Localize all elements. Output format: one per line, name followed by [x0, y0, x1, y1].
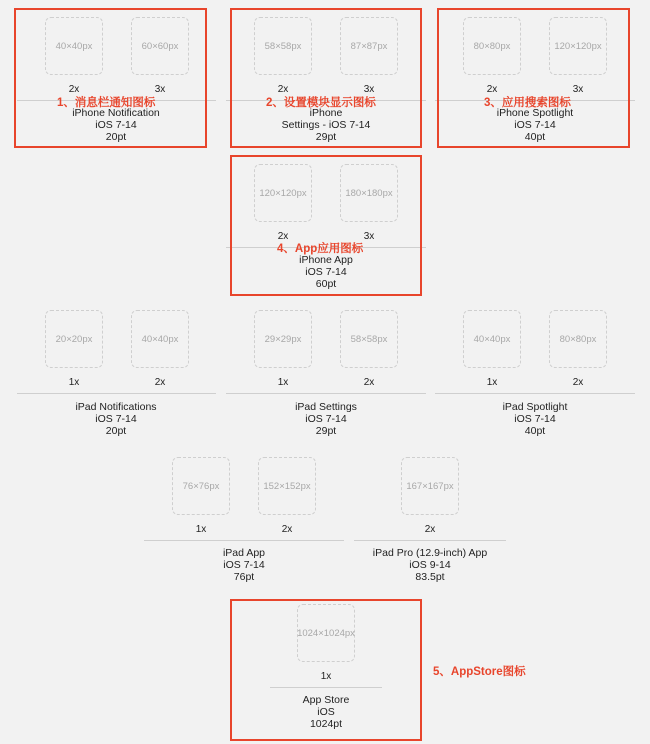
highlight-box-iphone-spotlight	[437, 8, 630, 148]
scale-label-2x: 2x	[281, 524, 293, 535]
annotation-app-store: 5、AppStore图标	[433, 666, 526, 678]
icon-slot-120x120: 120×120px	[254, 164, 312, 222]
scale-label-2x: 2x	[424, 524, 436, 535]
ipad-app-description: iPad App iOS 7-14 76pt	[222, 547, 266, 584]
scale-label-2x: 2x	[68, 84, 80, 95]
scale-label-1x: 1x	[486, 377, 498, 388]
iphone-settings-description: iPhone Settings - iOS 7-14 29pt	[281, 107, 371, 144]
app-store-description: App Store iOS 1024pt	[302, 694, 350, 731]
scale-label-3x: 3x	[572, 84, 584, 95]
highlight-box-iphone-settings	[230, 8, 422, 148]
divider-line	[144, 540, 344, 541]
iphone-spotlight-description: iPhone Spotlight iOS 7-14 40pt	[496, 107, 574, 144]
icon-slot-80x80: 80×80px	[549, 310, 607, 368]
highlight-box-iphone-notification	[14, 8, 207, 148]
scale-label-3x: 3x	[363, 84, 375, 95]
icon-slot-1024x1024: 1024×1024px	[297, 604, 355, 662]
scale-label-3x: 3x	[363, 231, 375, 242]
divider-line	[17, 393, 216, 394]
ipad-settings-description: iPad Settings iOS 7-14 29pt	[295, 401, 357, 438]
ipad-notifications-description: iPad Notifications iOS 7-14 20pt	[75, 401, 157, 438]
scale-label-2x: 2x	[154, 377, 166, 388]
scale-label-3x: 3x	[154, 84, 166, 95]
icon-slot-40x40: 40×40px	[45, 17, 103, 75]
scale-label-2x: 2x	[277, 84, 289, 95]
icon-slot-60x60: 60×60px	[131, 17, 189, 75]
annotation-iphone-settings: 2、设置模块显示图标	[266, 97, 376, 109]
ipad-spotlight-description: iPad Spotlight iOS 7-14 40pt	[502, 401, 568, 438]
scale-label-2x: 2x	[363, 377, 375, 388]
icon-slot-20x20: 20×20px	[45, 310, 103, 368]
highlight-box-iphone-app	[230, 155, 422, 296]
icon-slot-40x40: 40×40px	[463, 310, 521, 368]
icon-slot-152x152: 152×152px	[258, 457, 316, 515]
icon-slot-180x180: 180×180px	[340, 164, 398, 222]
scale-label-1x: 1x	[277, 377, 289, 388]
scale-label-2x: 2x	[486, 84, 498, 95]
icon-slot-40x40: 40×40px	[131, 310, 189, 368]
scale-label-2x: 2x	[572, 377, 584, 388]
divider-line	[435, 393, 635, 394]
icon-slot-80x80: 80×80px	[463, 17, 521, 75]
icon-slot-76x76: 76×76px	[172, 457, 230, 515]
scale-label-1x: 1x	[195, 524, 207, 535]
icon-slot-58x58: 58×58px	[254, 17, 312, 75]
icon-slot-29x29: 29×29px	[254, 310, 312, 368]
scale-label-2x: 2x	[277, 231, 289, 242]
iphone-notification-description: iPhone Notification iOS 7-14 20pt	[72, 107, 160, 144]
scale-label-1x: 1x	[320, 671, 332, 682]
scale-label-1x: 1x	[68, 377, 80, 388]
icon-slot-120x120: 120×120px	[549, 17, 607, 75]
annotation-iphone-app: 4、App应用图标	[277, 243, 364, 255]
divider-line	[354, 540, 506, 541]
icon-slot-167x167: 167×167px	[401, 457, 459, 515]
divider-line	[226, 393, 426, 394]
icon-slot-58x58: 58×58px	[340, 310, 398, 368]
iphone-app-description: iPhone App iOS 7-14 60pt	[299, 254, 353, 291]
annotation-iphone-spotlight: 3、应用搜索图标	[484, 97, 571, 109]
highlight-box-app-store	[230, 599, 422, 741]
ipad-pro-app-description: iPad Pro (12.9-inch) App iOS 9-14 83.5pt	[372, 547, 488, 584]
icon-slot-87x87: 87×87px	[340, 17, 398, 75]
annotation-iphone-notification: 1、消息栏通知图标	[57, 97, 156, 109]
